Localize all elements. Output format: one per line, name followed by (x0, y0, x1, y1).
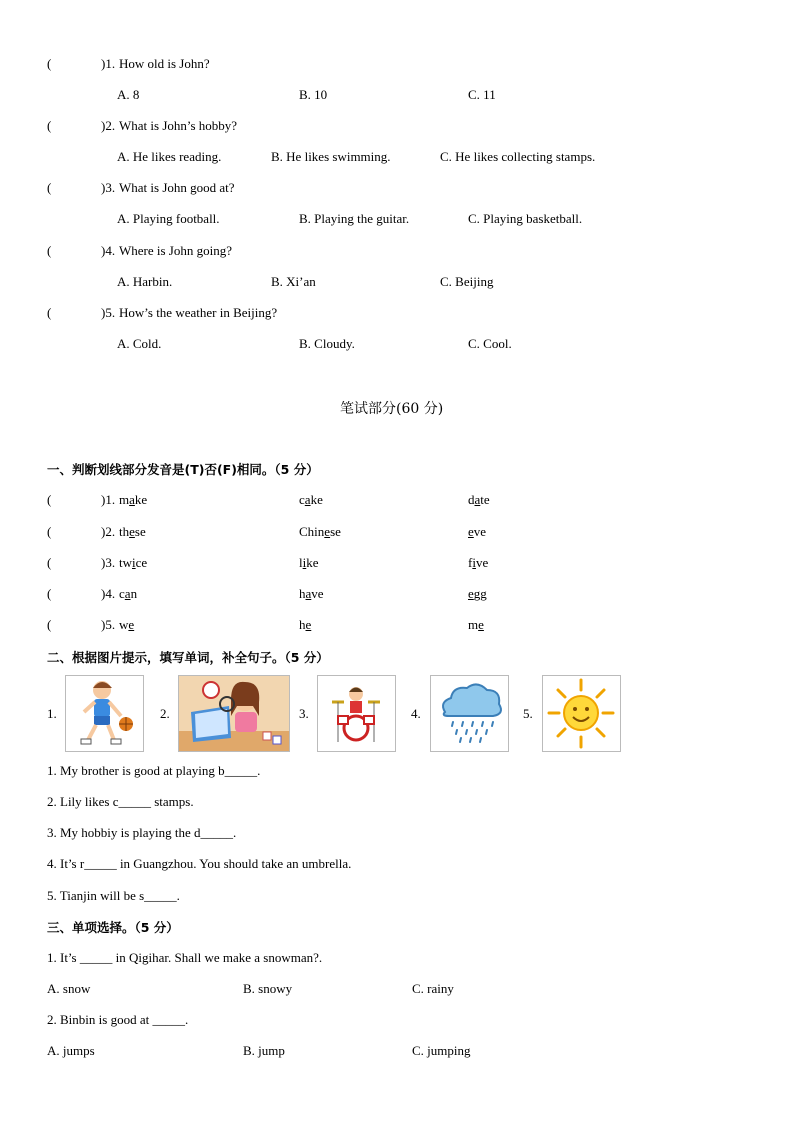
question-number: )2. (101, 118, 116, 133)
fill-sentence: 5. Tianjin will be s_____. (47, 888, 180, 903)
option-a: A. He likes reading. (117, 149, 222, 164)
item-number: )3. (101, 555, 116, 570)
option-a: A. 8 (117, 87, 140, 102)
answer-paren-open: ( (47, 305, 52, 320)
answer-paren-open: ( (47, 586, 52, 601)
option-b: B. He likes swimming. (271, 149, 391, 164)
underlined-letter: a (305, 586, 312, 601)
pronunciation-word: cake (299, 492, 323, 507)
pronunciation-word: he (299, 617, 312, 632)
picture-label: 2. (160, 706, 170, 721)
pronunciation-word: these (119, 524, 146, 539)
pronunciation-word: twice (119, 555, 148, 570)
answer-paren-open: ( (47, 617, 52, 632)
option-c: C. Cool. (468, 336, 512, 351)
answer-paren-open: ( (47, 56, 52, 71)
option-c: C. Beijing (440, 274, 494, 289)
question-text: Where is John going? (119, 243, 233, 258)
underlined-letter: i (302, 555, 307, 570)
item-number: )4. (101, 586, 116, 601)
question-number: )3. (101, 180, 116, 195)
underlined-letter: e (478, 617, 484, 632)
question-text: 2. Binbin is good at _____. (47, 1012, 189, 1027)
pronunciation-word: we (119, 617, 135, 632)
option-c: C. Playing basketball. (468, 211, 583, 226)
underlined-letter: e (129, 524, 135, 539)
picture-label: 5. (523, 706, 533, 721)
underlined-letter: e (468, 586, 474, 601)
pronunciation-word: Chinese (299, 524, 341, 539)
section-heading: 一、判断划线部分发音是(T)否(F)相同。（5 分） (47, 462, 319, 477)
item-number: )5. (101, 617, 116, 632)
underlined-letter: a (124, 586, 131, 601)
item-number: )1. (101, 492, 116, 507)
option-b: B. Cloudy. (299, 336, 355, 351)
underlined-letter: a (474, 492, 481, 507)
rain-cloud-image (430, 675, 509, 752)
option-b: B. jump (243, 1043, 285, 1058)
fill-sentence: 4. It’s r_____ in Guangzhou. You should take an umbrella. (47, 856, 352, 871)
pronunciation-word: make (119, 492, 148, 507)
option-c: C. He likes collecting stamps. (440, 149, 596, 164)
picture-label: 1. (47, 706, 57, 721)
pronunciation-word: like (299, 555, 319, 570)
underlined-letter: i (472, 555, 476, 570)
question-number: )5. (101, 305, 116, 320)
pronunciation-word: date (468, 492, 490, 507)
pronunciation-word: can (119, 586, 138, 601)
section-heading: 三、单项选择。（5 分） (47, 920, 179, 935)
question-text: What is John good at? (119, 180, 235, 195)
option-c: C. 11 (468, 87, 496, 102)
question-number: )1. (101, 56, 116, 71)
underlined-letter: e (128, 617, 135, 632)
option-a: A. Playing football. (117, 211, 220, 226)
option-a: A. Cold. (117, 336, 162, 351)
question-text: What is John’s hobby? (119, 118, 238, 133)
pronunciation-word: eve (468, 524, 487, 539)
picture-label: 3. (299, 706, 309, 721)
answer-paren-open: ( (47, 180, 52, 195)
pronunciation-word: five (468, 555, 489, 570)
sun-image (542, 675, 621, 752)
answer-paren-open: ( (47, 118, 52, 133)
fill-sentence: 1. My brother is good at playing b_____. (47, 763, 261, 778)
answer-paren-open: ( (47, 555, 52, 570)
underlined-letter: e (468, 524, 474, 539)
pronunciation-word: have (299, 586, 324, 601)
section-heading: 二、根据图片提示，填写单词，补全句子。（5 分） (47, 650, 329, 665)
option-a: A. snow (47, 981, 91, 996)
question-text: How old is John? (119, 56, 210, 71)
option-c: C. rainy (412, 981, 454, 996)
option-b: B. 10 (299, 87, 328, 102)
answer-paren-open: ( (47, 243, 52, 258)
question-number: )4. (101, 243, 116, 258)
pronunciation-word: me (468, 617, 484, 632)
question-text: How’s the weather in Beijing? (119, 305, 278, 320)
drum-set-image (317, 675, 396, 752)
basketball-boy-image (65, 675, 144, 752)
item-number: )2. (101, 524, 116, 539)
option-a: A. jumps (47, 1043, 95, 1058)
option-b: B. snowy (243, 981, 293, 996)
pronunciation-word: egg (468, 586, 487, 601)
fill-sentence: 3. My hobbiy is playing the d_____. (47, 825, 237, 840)
option-c: C. jumping (412, 1043, 471, 1058)
stamp-collecting-girl-image (178, 675, 290, 752)
section-title: 笔试部分(60 分) (340, 401, 444, 417)
question-text: 1. It’s _____ in Qigihar. Shall we make a snowman?. (47, 950, 323, 965)
option-a: A. Harbin. (117, 274, 173, 289)
answer-paren-open: ( (47, 492, 52, 507)
option-b: B. Xi’an (271, 274, 316, 289)
fill-sentence: 2. Lily likes c_____ stamps. (47, 794, 194, 809)
underlined-letter: e (305, 617, 312, 632)
option-b: B. Playing the guitar. (299, 211, 410, 226)
underlined-letter: e (324, 524, 331, 539)
answer-paren-open: ( (47, 524, 52, 539)
underlined-letter: a (129, 492, 135, 507)
underlined-letter: i (132, 555, 136, 570)
picture-label: 4. (411, 706, 421, 721)
underlined-letter: a (304, 492, 311, 507)
